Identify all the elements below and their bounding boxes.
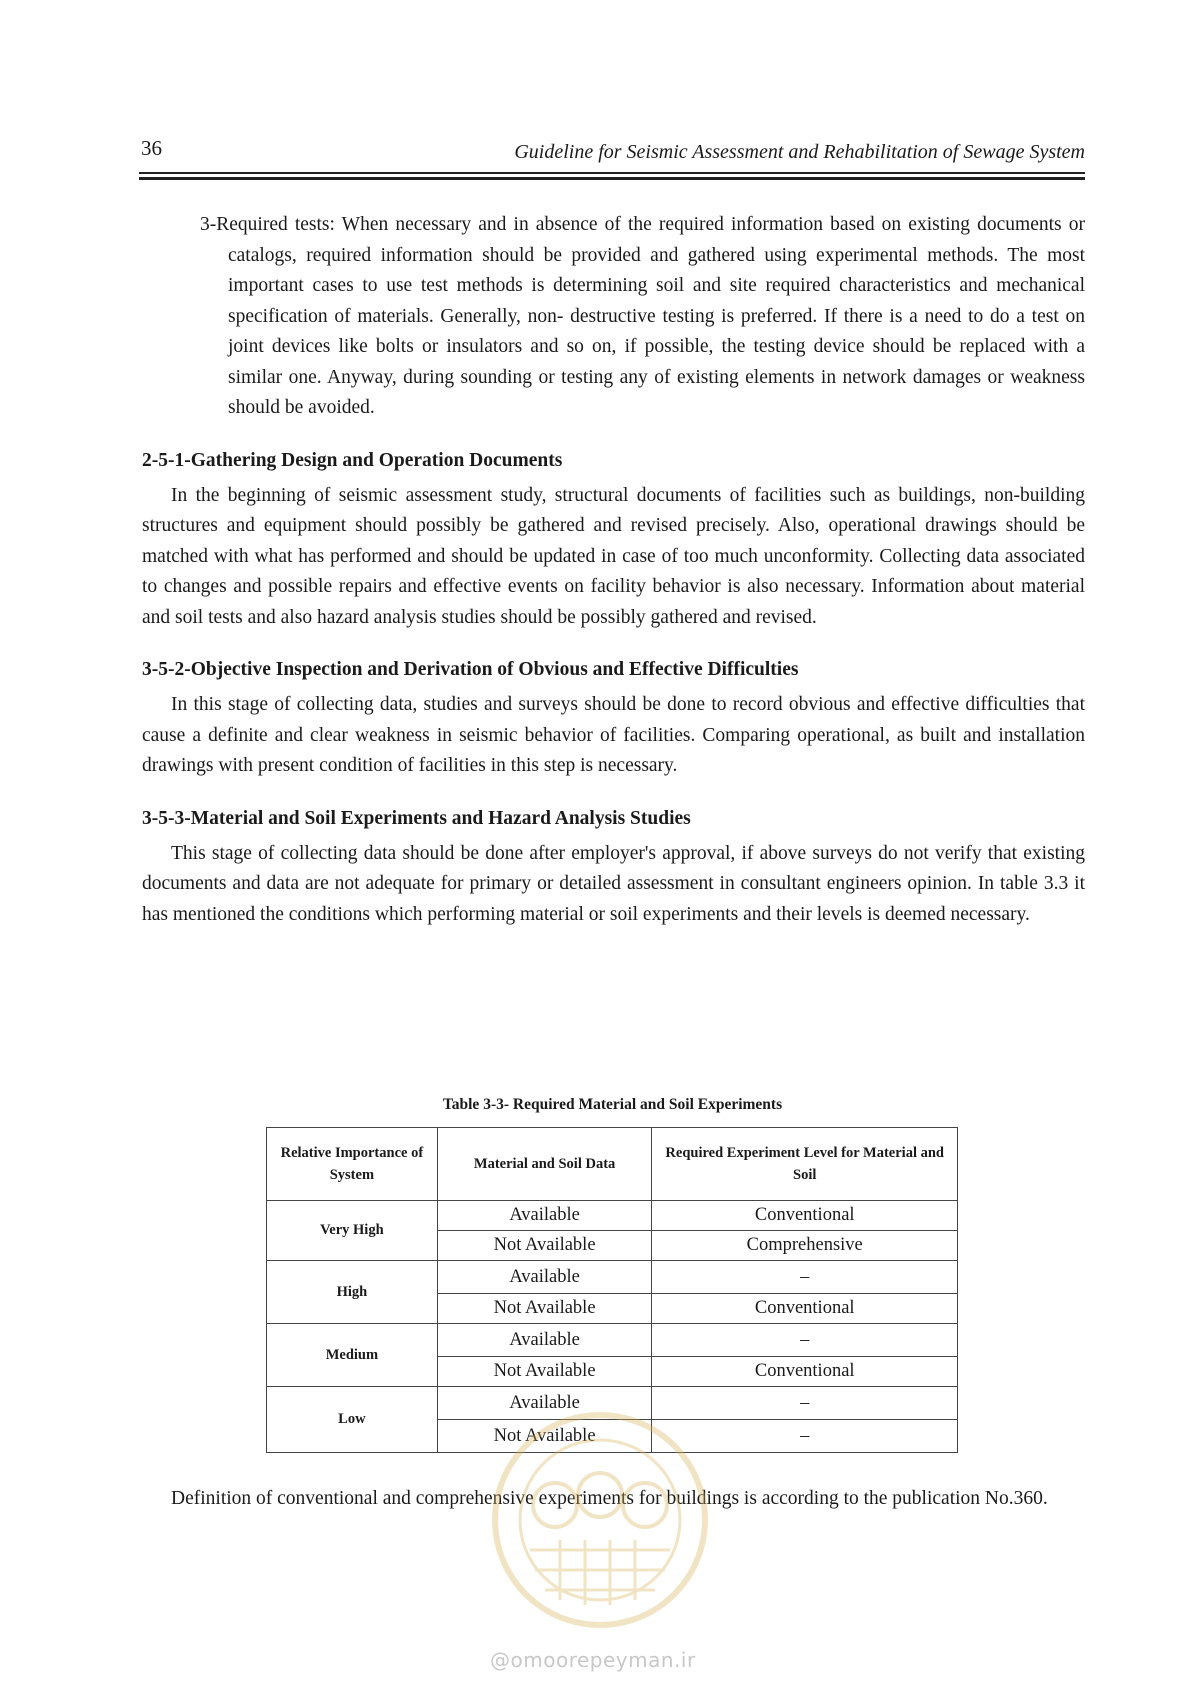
header-level: Required Experiment Level for Material and Soil: [652, 1128, 958, 1201]
table-header-row: [267, 1128, 958, 1201]
required-tests-item: 3-Required tests: When necessary and in absence of the required information based on existing documents or catalogs, required information should be provided and gathered using experimental methods. The most important cases to use test methods is determining soil and site required characteristics and mechanical specification of materials. Generally, non- destructive testing is preferred. If there is a need to do a test on joint devices like bolts or insulators and so on, if possible, the testing device should be replaced with a similar one. Anyway, during sounding or testing any of existing elements in network damages or weakness should be avoided.: [200, 214, 1085, 418]
data-cell: Available: [437, 1201, 652, 1231]
closing-paragraph: Definition of conventional and comprehensive experiments for buildings is according to the publication No.360.: [171, 1488, 1048, 1509]
data-cell: Available: [437, 1387, 652, 1420]
level-cell: Conventional: [652, 1201, 958, 1231]
data-cell: Not Available: [437, 1420, 652, 1453]
level-cell: Conventional: [652, 1357, 958, 1387]
header-importance: Relative Importance of System: [267, 1128, 438, 1201]
level-cell: –: [652, 1261, 958, 1294]
level-cell: Conventional: [652, 1294, 958, 1324]
data-cell: Available: [437, 1261, 652, 1294]
table-row: [267, 1201, 958, 1231]
header-data: Material and Soil Data: [437, 1128, 652, 1201]
table-row: [267, 1261, 958, 1294]
header-rule-thin: [139, 172, 1085, 174]
data-cell: Not Available: [437, 1357, 652, 1387]
importance-cell: Low: [267, 1387, 438, 1453]
importance-cell: High: [267, 1261, 438, 1324]
section-heading-1: 2-5-1-Gathering Design and Operation Documents: [142, 449, 563, 471]
watermark-text: @omoorepeyman.ir: [490, 1648, 696, 1672]
importance-cell: Very High: [267, 1201, 438, 1261]
section-body-3: This stage of collecting data should be done after employer's approval, if above surveys do not verify that existing documents and data are not adequate for primary or detailed assessment in consultant engineers opinion. In table 3.3 it has mentioned the conditions which performing material or soil experiments and their levels is deemed necessary.: [142, 842, 1085, 925]
data-cell: Not Available: [437, 1231, 652, 1261]
data-cell: Available: [437, 1324, 652, 1357]
header-rule-thick: [139, 177, 1085, 180]
importance-cell: Medium: [267, 1324, 438, 1387]
level-cell: –: [652, 1420, 958, 1453]
section-heading-3: 3-5-3-Material and Soil Experiments and Hazard Analysis Studies: [142, 807, 691, 829]
running-title: Guideline for Seismic Assessment and Rehabilitation of Sewage System: [514, 141, 1085, 163]
level-cell: –: [652, 1387, 958, 1420]
section-heading-2: 3-5-2-Objective Inspection and Derivation of Obvious and Effective Difficulties: [142, 659, 799, 680]
seal-watermark-icon: [470, 1400, 730, 1640]
section-body-1: In the beginning of seismic assessment study, structural documents of facilities such as buildings, non-building structures and equipment should possibly be gathered and revised precisely. Also, operational drawings should be matched with what has performed and should be updated in case of too much unconformity. Collecting data associated to changes and possible repairs and effective events on facility behavior is also necessary. Information about material and soil tests and also hazard analysis studies should be possibly gathered and revised.: [142, 484, 1085, 628]
table-caption: Table 3-3- Required Material and Soil Experiments: [442, 1096, 783, 1113]
level-cell: Comprehensive: [652, 1231, 958, 1261]
section-body-2: In this stage of collecting data, studies and surveys should be done to record obvious and effective difficulties that cause a definite and clear weakness in seismic behavior of facilities. Comparing operational, as built and installation drawings with present condition of facilities in this step is necessary.: [142, 694, 1085, 776]
table-row: [267, 1324, 958, 1357]
data-cell: Not Available: [437, 1294, 652, 1324]
page-number: 36: [141, 136, 162, 160]
level-cell: –: [652, 1324, 958, 1357]
main-content: [142, 210, 1085, 930]
